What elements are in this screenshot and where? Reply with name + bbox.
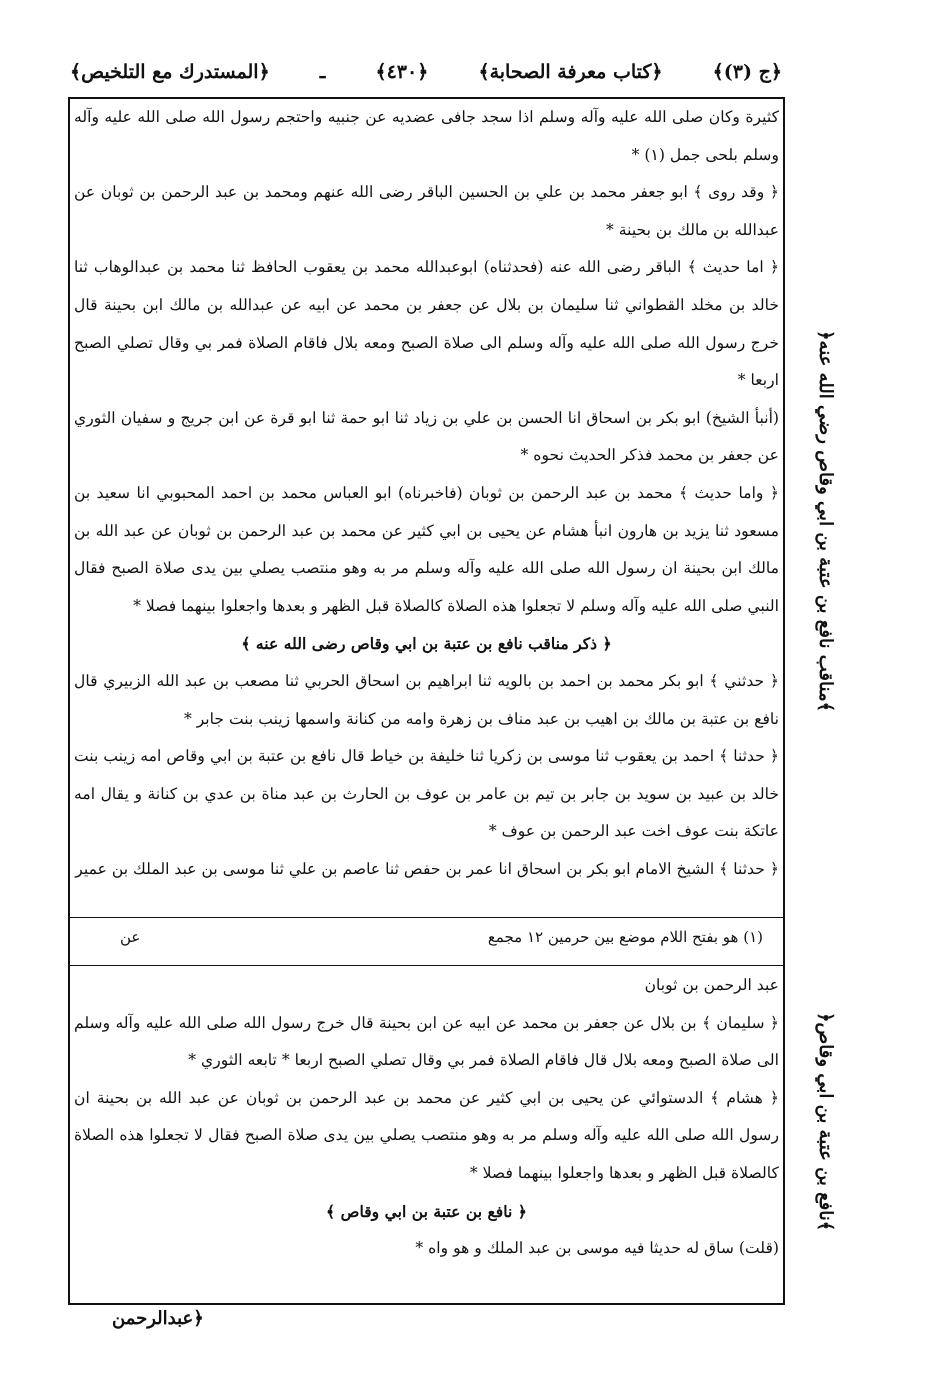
paragraph: ﴿ حدثنا ﴾ الشيخ الامام ابو بكر بن اسحاق انا عمر بن حفص ثنا عاصم بن علي ثنا موسى بن عبد الملك بن عمير <box>75 859 779 878</box>
book-title: ﴿المستدرك مع التلخيص﴾ <box>70 61 270 83</box>
footnote-text: (١) هو بفتح اللام موضع بين حرمين ١٢ مجمع <box>487 928 763 946</box>
volume-number: ﴿ج (٣)﴾ <box>712 61 782 83</box>
paragraph: ﴿ حدثني ﴾ ابو بكر محمد بن احمد بن بالويه ثنا ابراهيم بن اسحاق الحربي ثنا مصعب بن عبد الله الزبيري قال نافع بن عتبة بن مالك بن اهيب بن عبد مناف بن زهرة وامه من كنانة واسمها زينب بنت جابر * <box>74 671 779 728</box>
paragraph: ﴿ واما حديث ﴾ محمد بن عبد الرحمن بن ثوبان (فاخبرناه) ابو العباس محمد بن احمد المحبوبي انا سعيد بن مسعود ثنا يزيد بن هارون انبأ هشام عن يحيى بن ابي كثير عن محمد بن عبد الرحمن بن ثوبان عن عبد الله بن مالك ابن بحينة ان رسول الله صلى الله عليه وآله وسلم مر به وهو منتصب يصلي بين يدى صلاة الصبح فقال النبي صلى الله عليه وآله وسلم لا تجعلوا هذه الصلاة كالصلاة قبل الظهر و بعدها واجعلوا بينهما فصلا * <box>74 483 779 615</box>
page-header <box>70 52 782 92</box>
paragraph: ﴿ هشام ﴾ الدستوائي عن يحيى بن ابي كثير عن محمد بن عبد الرحمن بن ثوبان عن عبد الله بن بحينة ان رسول الله صلى الله عليه وآله وسلم مر به وهو منتصب يصلي بين يدى صلاة الصبح فقال لا تجعلوا هذه الصلاة كالصلاة قبل الظهر و بعدها واجعلوا بينهما فصلا * <box>74 1088 779 1182</box>
paragraph: كثيرة وكان صلى الله عليه وآله وسلم اذا سجد جافى عضديه عن جنبيه واحتجم رسول الله صلى الله عليه وآله وسلم بلحى جمل (١) * <box>74 108 779 164</box>
header-separator: ـ <box>319 61 326 83</box>
paragraph: (قلت) ساق له حديثا فيه موسى بن عبد الملك و هو واه * <box>415 1239 779 1258</box>
footnote-divider-bottom <box>70 965 783 966</box>
paragraph: ﴿ سليمان ﴾ بن بلال عن جعفر بن محمد عن ابيه عن ابن بحينة قال خرج رسول الله صلى الله عليه وآله وسلم الى صلاة الصبح ومعه بلال قال فاقام الصلاة فمر بي وقال تصلي الصبح اربعا * تابعه الثوري * <box>74 1013 779 1070</box>
paragraph: عبد الرحمن بن ثوبان <box>644 976 779 994</box>
text-frame <box>68 97 785 1305</box>
section-title: ﴿كتاب معرفة الصحابة﴾ <box>478 61 663 83</box>
margin-note-upper: ﴿مناقب نافع بن عتبة بن ابي وقاص رضي الله عنه﴾ <box>815 330 836 713</box>
section-heading: ﴿ ذكر مناقب نافع بن عتبة بن ابي وقاص رضى الله عنه ﴾ <box>241 634 612 654</box>
paragraph: ﴿ حدثنا ﴾ احمد بن يعقوب ثنا موسى بن زكريا ثنا خليفة بن خياط قال نافع بن عتبة بن ابي وقاص امه زينب بنت خالد بن عبيد بن سويد بن جابر بن تيم بن عامر بن عوف بن الحارث بن عبد مناة بن عدي بن كنانة و يقال امه عاتكة بنت عوف اخت عبد الرحمن بن عوف * <box>74 747 779 841</box>
margin-note-lower: ﴿نافع بن عتبة بن ابي وقاص﴾ <box>815 1012 836 1232</box>
page-number: ﴿٤٣٠﴾ <box>375 61 429 83</box>
catchword: ﴿عبدالرحمن <box>112 1308 204 1329</box>
footnote <box>70 919 783 955</box>
paragraph: ﴿ وقد روى ﴾ ابو جعفر محمد بن علي بن الحسين الباقر رضى الله عنهم ومحمد بن عبد الرحمن بن ثوبان عن عبدالله بن مالك بن بحينة * <box>74 183 779 239</box>
main-text <box>70 99 783 888</box>
paragraph: ﴿ اما حديث ﴾ الباقر رضى الله عنه (فحدثناه) ابوعبدالله محمد بن يعقوب الحافظ ثنا محمد بن عبدالوهاب ثنا خالد بن مخلد القطواني ثنا سليمان بن بلال عن جعفر بن محمد عن ابيه عن عبدالله بن مالك ابن بحينة قال خرج رسول الله صلى الله عليه وآله وسلم الى صلاة الصبح ومعه بلال فاقام الصلاة فمر بي وقال تصلي الصبح اربعا * <box>74 258 779 390</box>
paragraph: (أنبأ الشيخ) ابو بكر بن اسحاق انا الحسن بن علي بن زياد ثنا ابو حمة ثنا ابو قرة عن ابن جريج و سفيان الثوري عن جعفر بن محمد فذكر الحديث نحوه * <box>74 408 779 465</box>
footnote-catchword: عن <box>120 928 141 946</box>
summary-text <box>70 967 783 1268</box>
section-heading: ﴿ نافع بن عتبة بن ابي وقاص ﴾ <box>326 1201 527 1221</box>
footnote-divider-top <box>70 917 783 918</box>
